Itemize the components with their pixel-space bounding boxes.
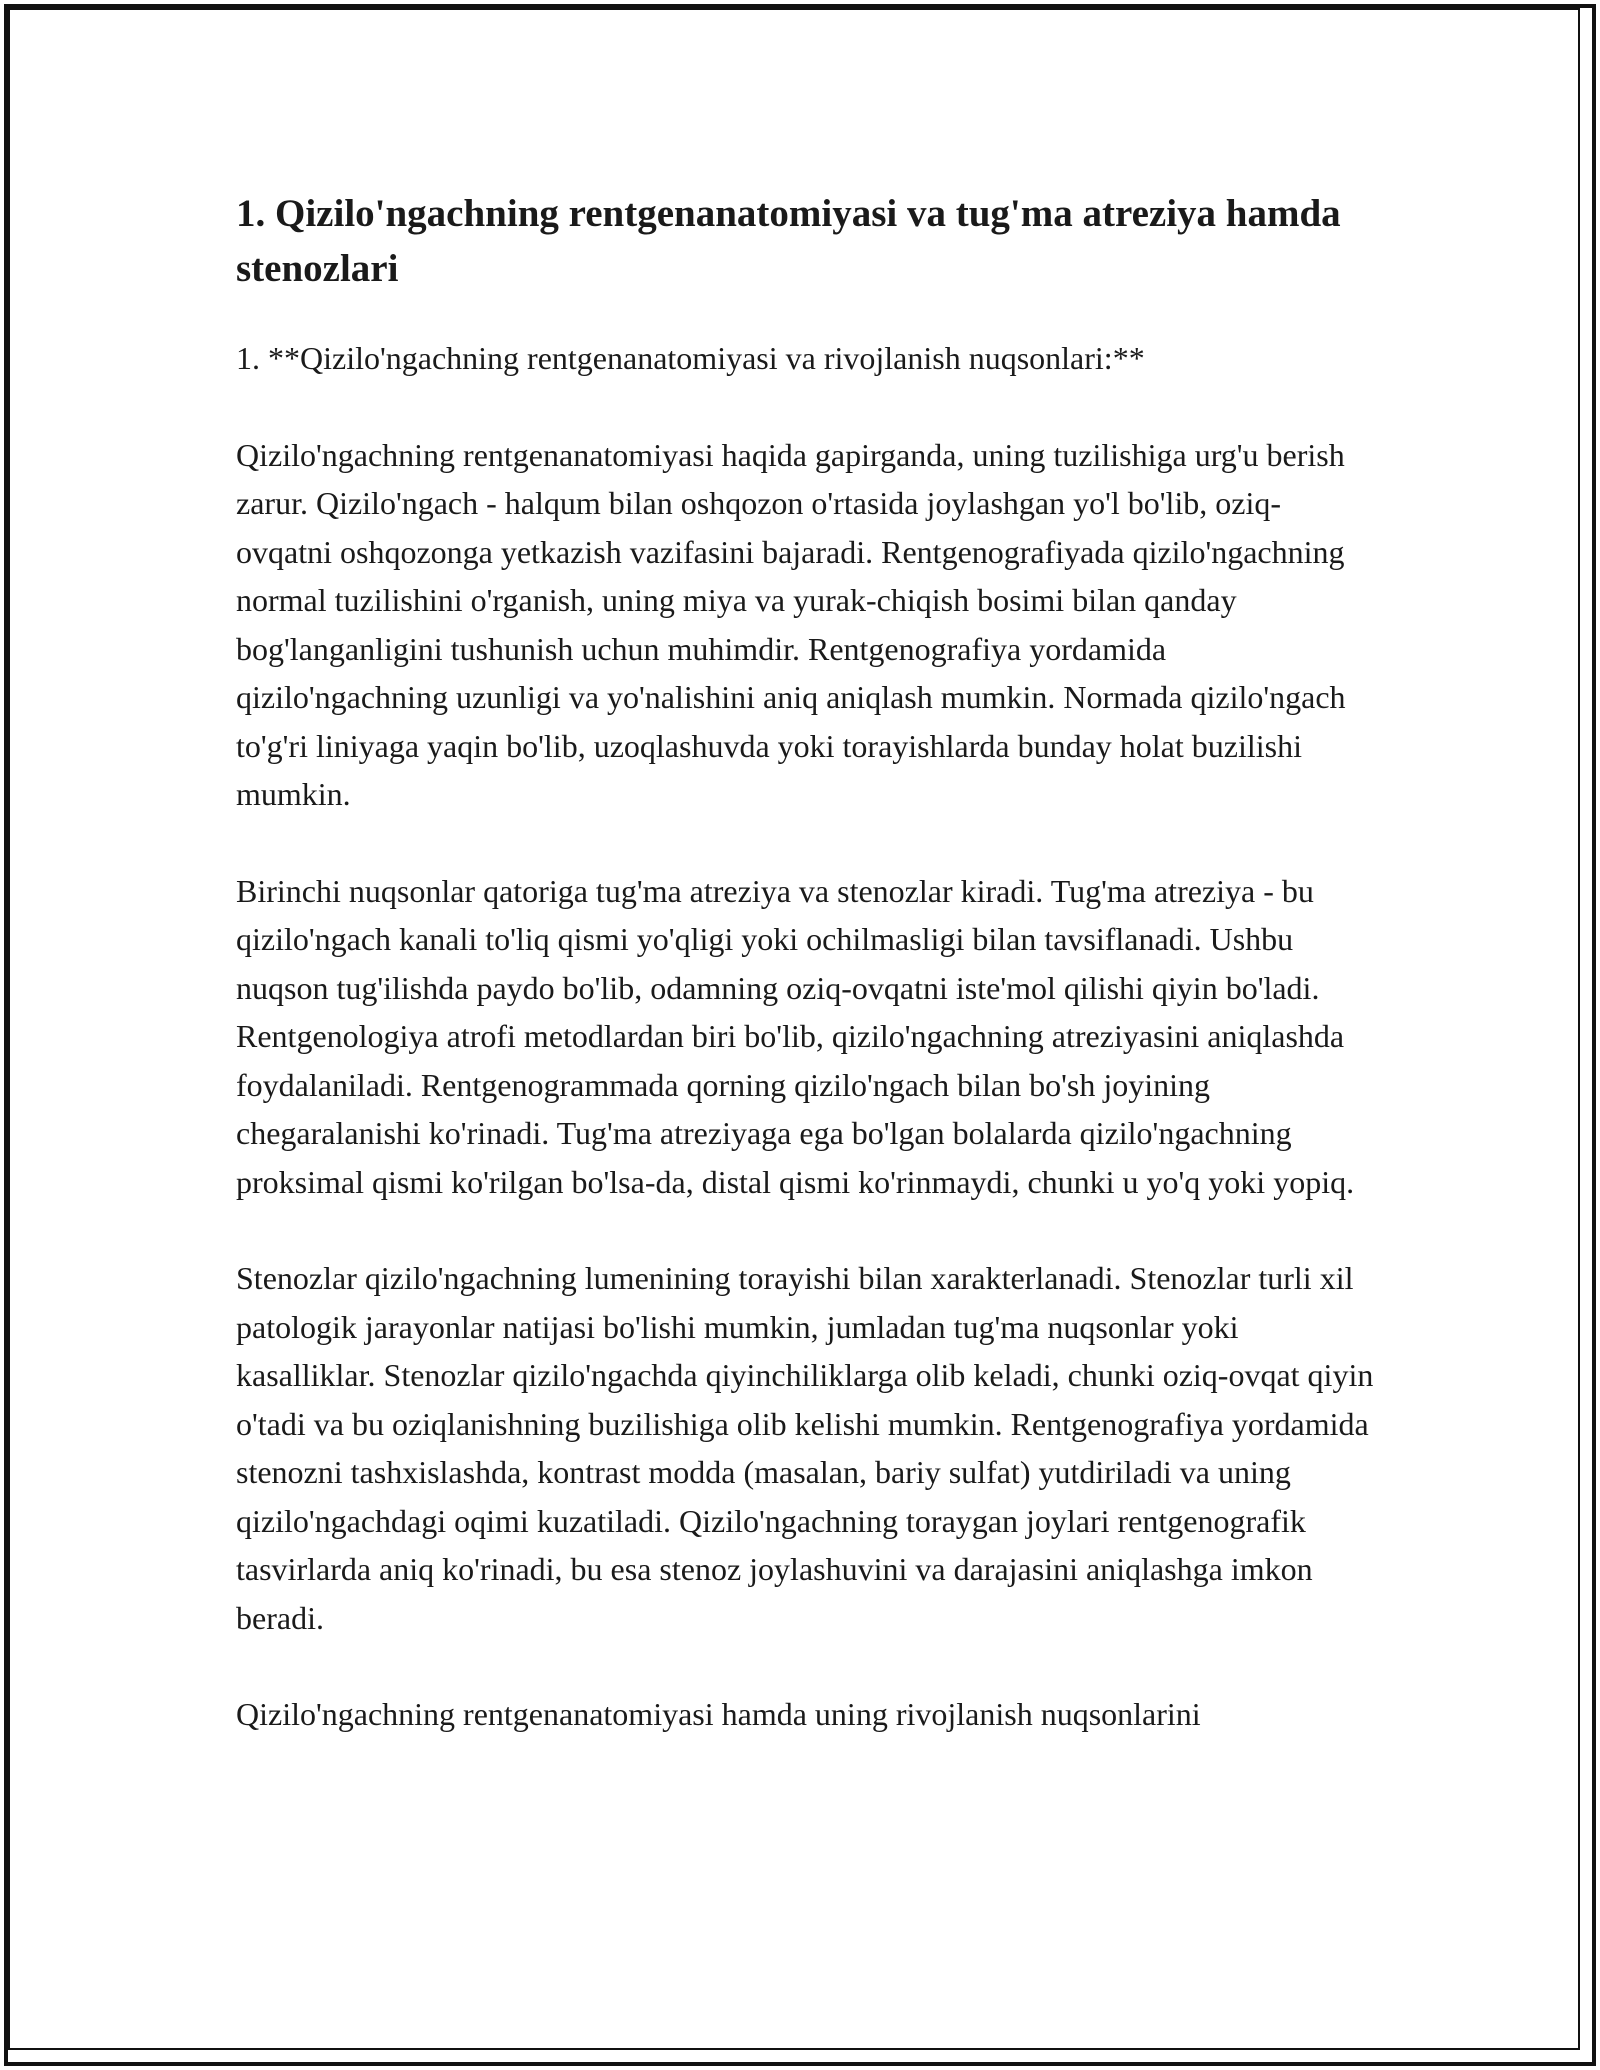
document-title: 1. Qizilo'ngachning rentgenanatomiyasi va tug'ma atreziya hamda stenozlari	[236, 192, 1341, 290]
section-heading-line: 1. **Qizilo'ngachning rentgenanatomiyasi va rivojlanish nuqsonlari:**	[236, 340, 1145, 376]
paragraph-continuation: Qizilo'ngachning rentgenanatomiyasi hamda uning rivojlanish nuqsonlarini	[236, 1696, 1201, 1732]
document-body	[236, 186, 1376, 1787]
paragraph-stenozlar: Stenozlar qizilo'ngachning lumenining torayishi bilan xarakterlanadi. Stenozlar turli xil patologik jarayonlar natijasi bo'lishi mumkin, jumladan tug'ma nuqsonlar yoki kasalliklar. Stenozlar qizilo'ngachda qiyinchiliklarga olib keladi, chunki oziq-ovqat qiyin o'tadi va bu oziqlanishning buzilishiga olib kelishi mumkin. Rentgenografiya yordamida stenozni tashxislashda, kontrast modda (masalan, bariy sulfat) yutdiriladi va uning qizilo'ngachdagi oqimi kuzatiladi. Qizilo'ngachning toraygan joylari rentgenografik tasvirlarda aniq ko'rinadi, bu esa stenoz joylashuvini va darajasini aniqlashga imkon beradi.	[236, 1260, 1374, 1636]
paragraph-rentgenanatomiya: Qizilo'ngachning rentgenanatomiyasi haqida gapirganda, uning tuzilishiga urg'u berish zarur. Qizilo'ngach - halqum bilan oshqozon o'rtasida joylashgan yo'l bo'lib, oziq-ovqatni oshqozonga yetkazish vazifasini bajaradi. Rentgenografiyada qizilo'ngachning normal tuzilishini o'rganish, uning miya va yurak-chiqish bosimi bilan qanday bog'langanligini tushunish uchun muhimdir. Rentgenografiya yordamida qizilo'ngachning uzunligi va yo'nalishini aniq aniqlash mumkin. Normada qizilo'ngach to'g'ri liniyaga yaqin bo'lib, uzoqlashuvda yoki torayishlarda bunday holat buzilishi mumkin.	[236, 436, 1346, 812]
paragraph-atreziya: Birinchi nuqsonlar qatoriga tug'ma atreziya va stenozlar kiradi. Tug'ma atreziya - bu qizilo'ngach kanali to'liq qismi yo'qligi yoki ochilmasligi bilan tavsiflanadi. Ushbu nuqson tug'ilishda paydo bo'lib, odamning oziq-ovqatni iste'mol qilishi qiyin bo'ladi. Rentgenologiya atrofi metodlardan biri bo'lib, qizilo'ngachning atreziyasini aniqlashda foydalaniladi. Rentgenogrammada qorning qizilo'ngach bilan bo'sh joyining chegaralanishi ko'rinadi. Tug'ma atreziyaga ega bo'lgan bolalarda qizilo'ngachning proksimal qismi ko'rilgan bo'lsa-da, distal qismi ko'rinmaydi, chunki u yo'q yoki yopiq.	[236, 872, 1355, 1200]
